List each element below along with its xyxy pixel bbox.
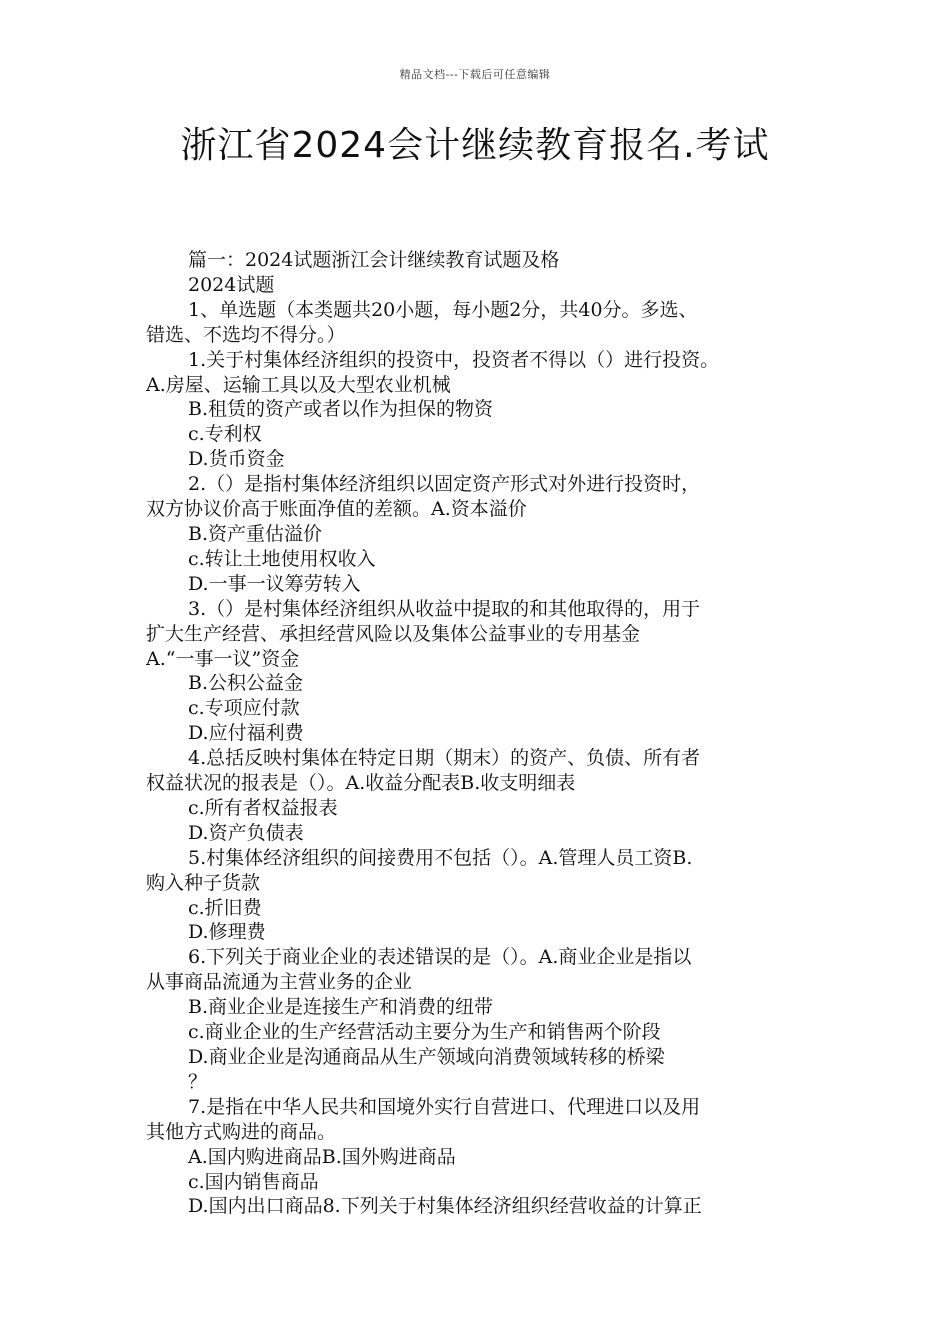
text-line: 篇一：2024试题浙江会计继续教育试题及格: [188, 249, 560, 271]
text-line: 扩大生产经营、承担经营风险以及集体公益事业的专用基金: [146, 622, 641, 645]
text-line: 其他方式购进的商品。: [146, 1120, 337, 1143]
text-line: A.房屋、运输工具以及大型农业机械: [146, 373, 451, 396]
header-note: 精品文档---下载后可任意编辑: [399, 68, 551, 81]
text-line: B.商业企业是连接生产和消费的纽带: [188, 996, 494, 1019]
text-line: c.转让土地使用权收入: [188, 547, 376, 570]
text-line: 2024试题: [188, 273, 275, 296]
text-line: B.资产重估溢价: [188, 522, 323, 545]
text-line: 1.关于村集体经济组织的投资中，投资者不得以（）进行投资。: [188, 348, 720, 371]
text-line: 购入种子货款: [146, 871, 261, 894]
text-line: 7.是指在中华人民共和国境外实行自营进口、代理进口以及用: [188, 1095, 701, 1118]
text-line: 4.总括反映村集体在特定日期（期末）的资产、负债、所有者: [188, 747, 701, 770]
text-line: 错选、不选均不得分。）: [146, 323, 346, 346]
text-line: A.“一事一议”资金: [146, 647, 300, 670]
text-line: 3.（）是村集体经济组织从收益中提取的和其他取得的，用于: [188, 597, 701, 620]
text-line: 权益状况的报表是（）。A.收益分配表B.收支明细表: [146, 772, 576, 795]
text-line: 从事商品流通为主营业务的企业: [146, 971, 413, 994]
document-title: 浙江省2024会计继续教育报名.考试: [180, 125, 770, 166]
text-line: D.一事一议筹劳转入: [188, 572, 361, 595]
text-line: c.专利权: [188, 423, 262, 446]
text-line: c.商业企业的生产经营活动主要分为生产和销售两个阶段: [188, 1021, 661, 1044]
text-line: D.商业企业是沟通商品从生产领域向消费领域转移的桥梁: [188, 1046, 665, 1068]
text-line: 2.（）是指村集体经济组织以固定资产形式对外进行投资时，: [188, 473, 701, 496]
text-line: c.专项应付款: [188, 697, 300, 720]
text-line: 双方协议价高于账面净值的差额。A.资本溢价: [146, 498, 527, 521]
text-line: 6.下列关于商业企业的表述错误的是（）。A.商业企业是指以: [188, 946, 692, 969]
text-line: c.折旧费: [188, 896, 262, 919]
text-line: D.国内出口商品8.下列关于村集体经济组织经营收益的计算正: [188, 1195, 702, 1218]
text-line: c.所有者权益报表: [188, 796, 338, 819]
text-line: D.货币资金: [188, 448, 285, 471]
text-line: B.租赁的资产或者以作为担保的物资: [188, 398, 494, 421]
text-line: B.公积公益金: [188, 672, 304, 695]
text-line: 5.村集体经济组织的间接费用不包括（）。A.管理人员工资B.: [188, 846, 693, 869]
text-line: c.国内销售商品: [188, 1170, 319, 1193]
text-line: ？: [188, 1070, 208, 1093]
text-line: D.修理费: [188, 921, 266, 944]
text-line: 1、单选题（本类题共20小题，每小题2分，共40分。多选、: [188, 298, 698, 321]
text-line: A.国内购进商品B.国外购进商品: [188, 1145, 456, 1168]
text-line: D.应付福利费: [188, 722, 304, 745]
text-line: D.资产负债表: [188, 821, 304, 844]
document-body: [146, 248, 808, 1219]
